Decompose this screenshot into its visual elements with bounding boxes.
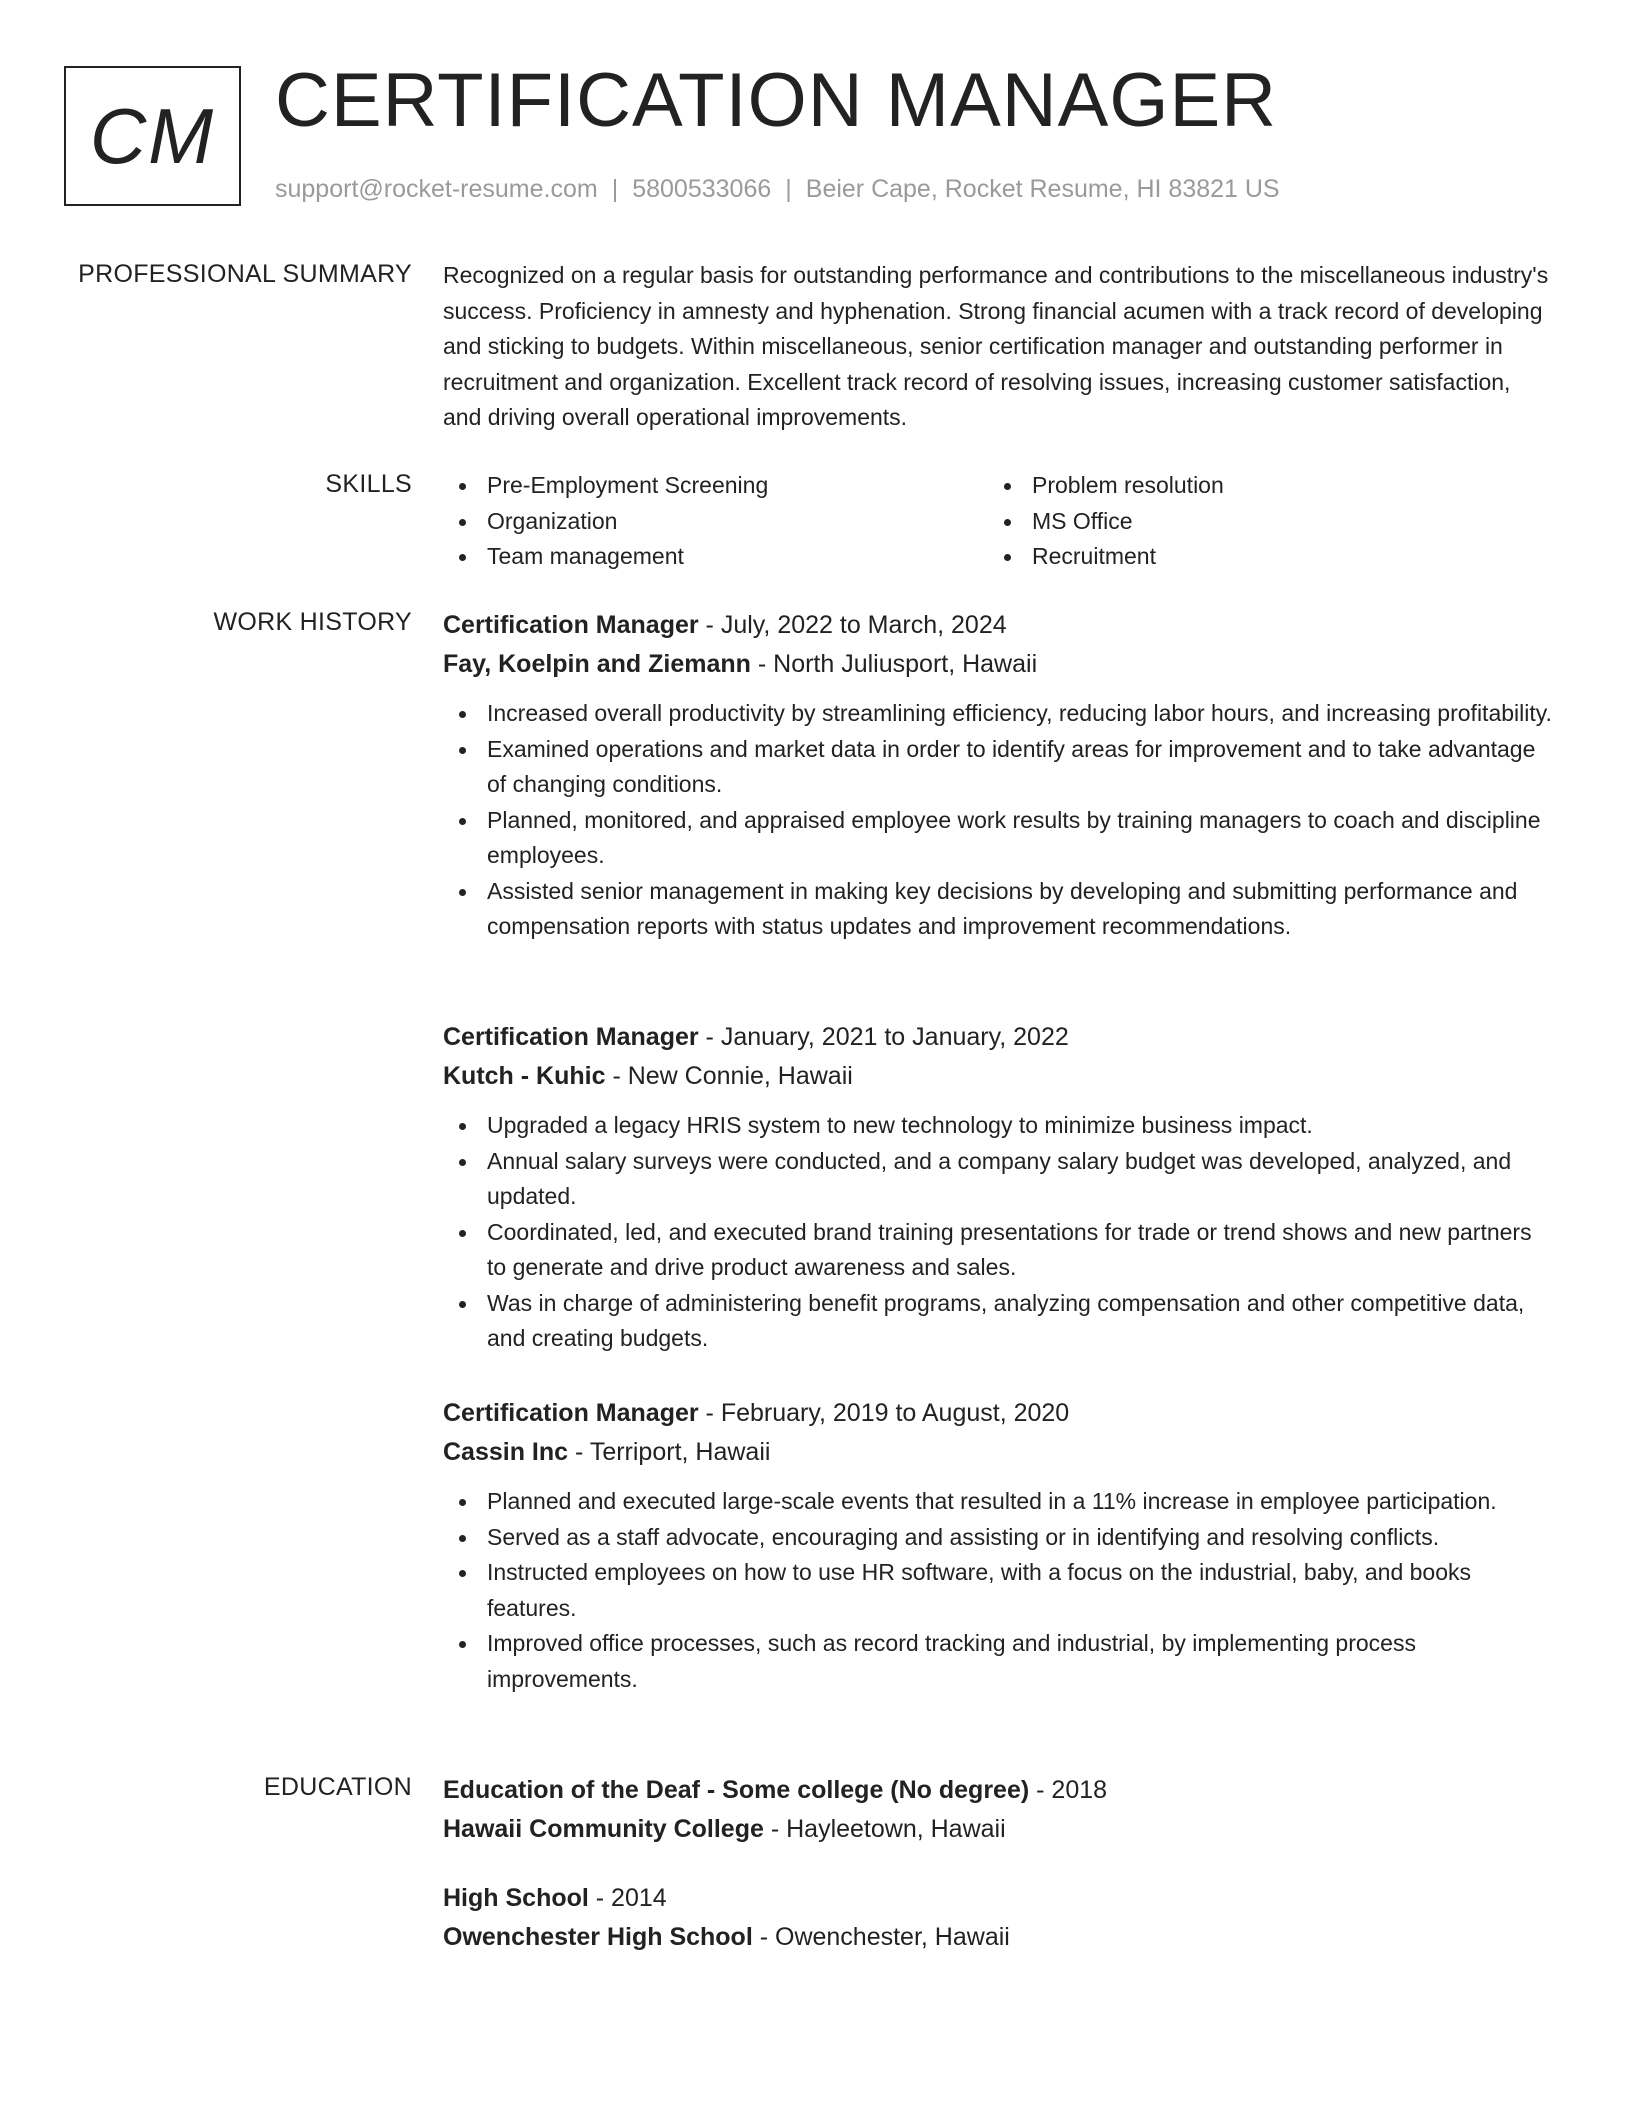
- skills-column-left: [443, 468, 988, 575]
- job-location: - North Juliusport, Hawaii: [750, 650, 1038, 678]
- resume-name: CERTIFICATION MANAGER: [275, 58, 1278, 143]
- job-company-line: [443, 1057, 1553, 1096]
- job-dates: - February, 2019 to August, 2020: [698, 1399, 1070, 1427]
- section-heading-work-history: WORK HISTORY: [213, 608, 412, 636]
- job-bullet: Was in charge of administering benefit programs, analyzing compensation and other competitive data, and creating budgets.: [443, 1286, 1553, 1357]
- job-company: Fay, Koelpin and Ziemann: [443, 650, 751, 678]
- job-entry: [443, 1018, 1553, 1357]
- job-bullet: Improved office processes, such as record tracking and industrial, by implementing process improvements.: [443, 1626, 1553, 1697]
- job-bullet-list: [443, 1484, 1553, 1697]
- contact-phone[interactable]: 5800533066: [632, 175, 772, 203]
- education-school-line: [443, 1918, 1553, 1957]
- contact-separator: |: [785, 175, 792, 203]
- contact-address: Beier Cape, Rocket Resume, HI 83821 US: [805, 175, 1280, 203]
- education-entry: [443, 1879, 1553, 1957]
- job-bullet: Upgraded a legacy HRIS system to new technology to minimize business impact.: [443, 1108, 1553, 1144]
- job-bullet: Increased overall productivity by streamlining efficiency, reducing labor hours, and increasing profitability.: [443, 696, 1553, 732]
- education-location: - Owenchester, Hawaii: [752, 1923, 1010, 1951]
- education-degree-line: [443, 1879, 1553, 1918]
- job-company: Cassin Inc: [443, 1438, 569, 1466]
- education-school: Hawaii Community College: [443, 1815, 764, 1843]
- job-company-line: [443, 1433, 1553, 1472]
- job-dates: - July, 2022 to March, 2024: [698, 611, 1007, 639]
- education-degree: High School: [443, 1884, 589, 1912]
- job-title-line: [443, 606, 1553, 645]
- job-entry: [443, 1394, 1553, 1697]
- education-entry: [443, 1771, 1553, 1849]
- skill-item: Team management: [443, 539, 988, 575]
- skill-item: MS Office: [988, 504, 1533, 540]
- education-degree-line: [443, 1771, 1553, 1810]
- job-entry: [443, 606, 1553, 945]
- job-bullet: Examined operations and market data in order to identify areas for improvement and to take advantage of changing conditions.: [443, 732, 1553, 803]
- job-bullet: Assisted senior management in making key decisions by developing and submitting performance and compensation reports with status updates and improvement recommendations.: [443, 874, 1553, 945]
- monogram-initials: CM: [89, 91, 216, 180]
- skill-item: Organization: [443, 504, 988, 540]
- job-title: Certification Manager: [443, 611, 699, 639]
- job-bullet: Planned, monitored, and appraised employee work results by training managers to coach and discipline employees.: [443, 803, 1553, 874]
- education-school: Owenchester High School: [443, 1923, 753, 1951]
- job-company-line: [443, 645, 1553, 684]
- job-title-line: [443, 1394, 1553, 1433]
- job-bullet-list: [443, 1108, 1553, 1357]
- job-bullet: Coordinated, led, and executed brand training presentations for trade or trend shows and new partners to generate and drive product awareness and sales.: [443, 1215, 1553, 1286]
- job-location: - Terriport, Hawaii: [568, 1438, 771, 1466]
- contact-email[interactable]: support@rocket-resume.com: [275, 175, 598, 203]
- job-bullet-list: [443, 696, 1553, 945]
- job-title: Certification Manager: [443, 1023, 699, 1051]
- job-location: - New Connie, Hawaii: [605, 1062, 853, 1090]
- job-bullet: Planned and executed large-scale events that resulted in a 11% increase in employee participation.: [443, 1484, 1553, 1520]
- job-bullet: Instructed employees on how to use HR software, with a focus on the industrial, baby, and books features.: [443, 1555, 1553, 1626]
- job-bullet: Served as a staff advocate, encouraging and assisting or in identifying and resolving conflicts.: [443, 1520, 1553, 1556]
- section-heading-summary: PROFESSIONAL SUMMARY: [78, 260, 412, 288]
- education-degree: Education of the Deaf - Some college (No degree): [443, 1776, 1030, 1804]
- education-year: - 2014: [588, 1884, 667, 1912]
- job-company: Kutch - Kuhic: [443, 1062, 606, 1090]
- section-heading-skills: SKILLS: [325, 470, 412, 498]
- job-dates: - January, 2021 to January, 2022: [698, 1023, 1069, 1051]
- section-heading-education: EDUCATION: [263, 1773, 412, 1801]
- contact-line: [275, 174, 1280, 204]
- skills-grid: [443, 468, 1553, 575]
- monogram-box: [64, 66, 241, 206]
- job-title: Certification Manager: [443, 1399, 699, 1427]
- contact-separator: |: [611, 175, 619, 203]
- summary-body: [443, 258, 1553, 436]
- skills-column-right: [988, 468, 1533, 575]
- education-location: - Hayleetown, Hawaii: [763, 1815, 1006, 1843]
- skill-item: Recruitment: [988, 539, 1533, 575]
- job-title-line: [443, 1018, 1553, 1057]
- job-bullet: Annual salary surveys were conducted, and a company salary budget was developed, analyzed, and updated.: [443, 1144, 1553, 1215]
- summary-text: Recognized on a regular basis for outstanding performance and contributions to the miscellaneous industry's success. Proficiency in amnesty and hyphenation. Strong financial acumen with a track record of developing and sticking to budgets. Within miscellaneous, senior certification manager and outstanding performer in recruitment and organization. Excellent track record of resolving issues, increasing customer satisfaction, and driving overall operational improvements.: [443, 262, 1549, 430]
- education-school-line: [443, 1810, 1553, 1849]
- education-year: - 2018: [1029, 1776, 1108, 1804]
- skill-item: Problem resolution: [988, 468, 1533, 504]
- skill-item: Pre-Employment Screening: [443, 468, 988, 504]
